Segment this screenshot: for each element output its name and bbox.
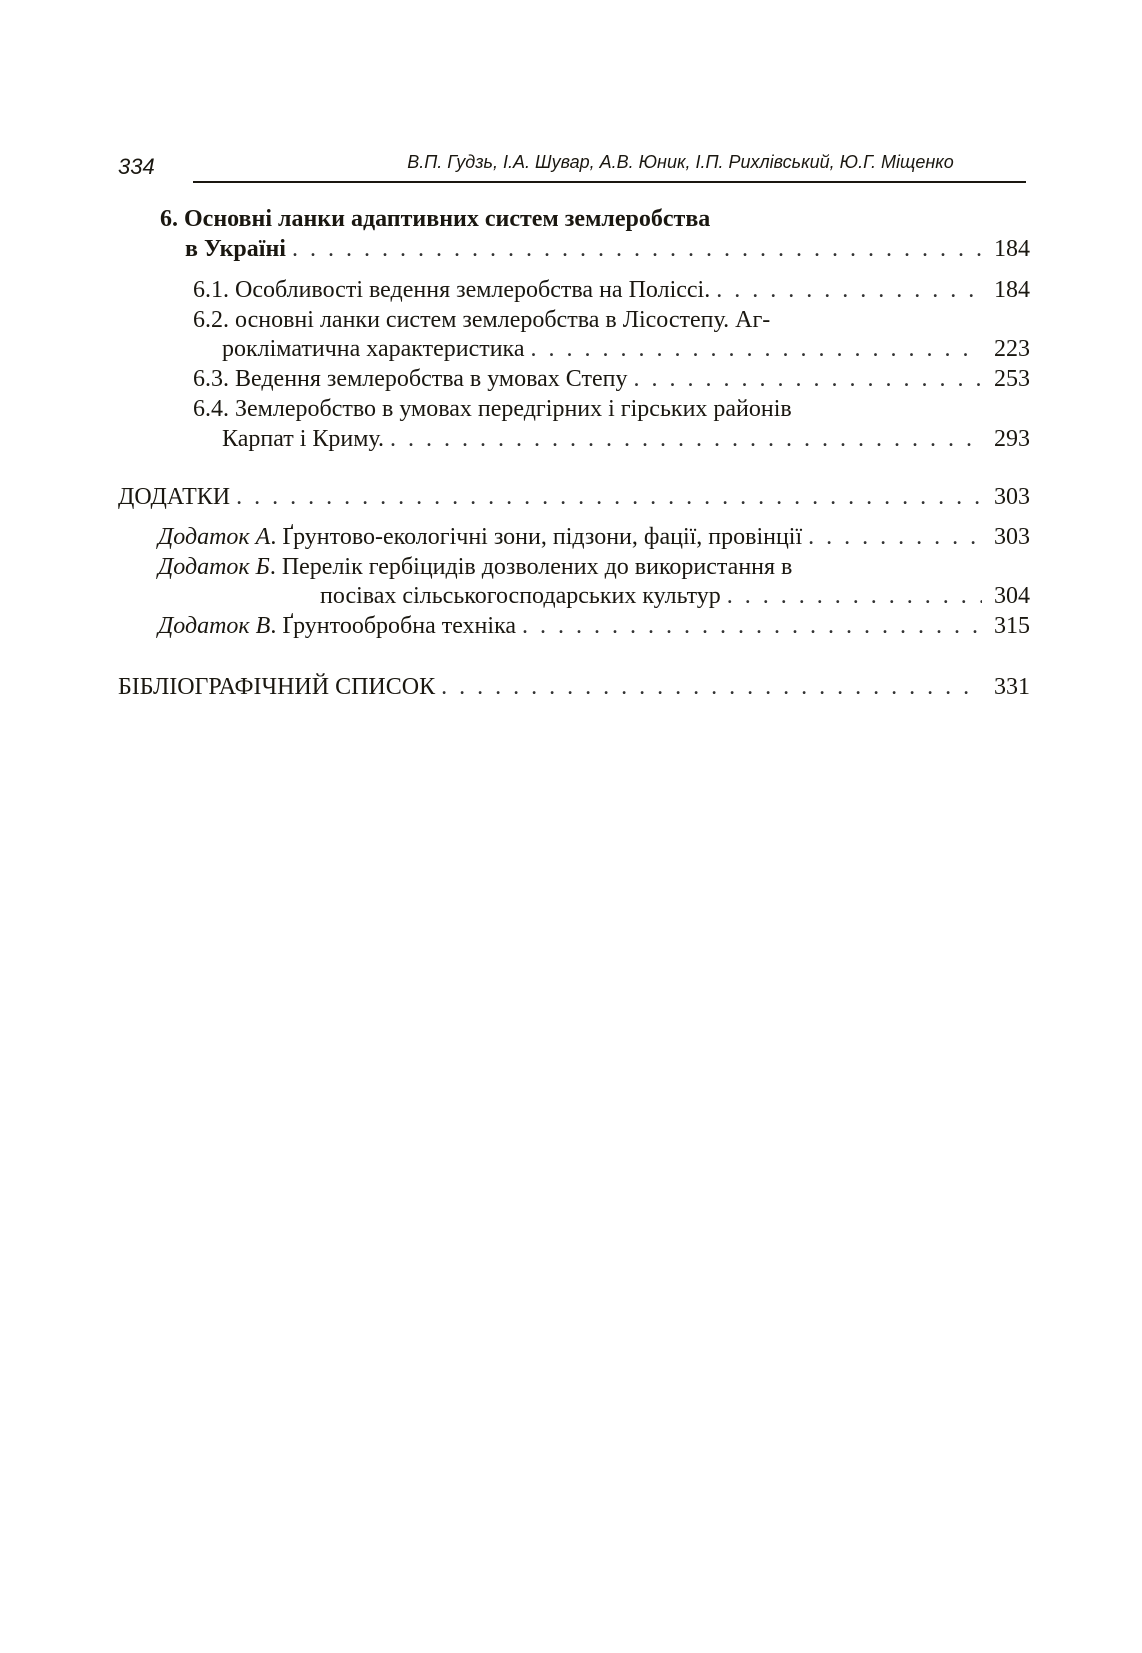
toc-section-6-2[interactable]: 6.2. основні ланки систем землеробства в Лісостепу. Аг- bbox=[193, 307, 771, 333]
leader-dots bbox=[286, 234, 982, 264]
toc-page-number: 184 bbox=[994, 277, 1030, 303]
running-header-authors: В.П. Гудзь, І.А. Шувар, А.В. Юник, І.П. Рихлівський, Ю.Г. Міщенко bbox=[407, 152, 954, 172]
leader-dots bbox=[230, 482, 982, 512]
toc-page-number: 331 bbox=[994, 674, 1030, 700]
toc-chapter-6-title-cont[interactable]: в Україні . . . 184 bbox=[185, 234, 1030, 264]
toc-page-number: 303 bbox=[994, 484, 1030, 510]
toc-section-6-1[interactable]: 6.1. Особливості ведення землеробства на Поліссі. . . . 184 bbox=[193, 275, 1030, 305]
running-header bbox=[118, 148, 1028, 188]
toc-section-6-3[interactable]: 6.3. Ведення землеробства в умовах Степу . . . 253 bbox=[193, 364, 1030, 394]
header-rule bbox=[193, 181, 1026, 183]
toc-section-6-2-cont[interactable]: рокліматична характеристика . . . 223 bbox=[222, 334, 1030, 364]
toc-appendix-a[interactable]: Додаток А. Ґрунтово-екологічні зони, підзони, фації, провінції . . . 303 bbox=[158, 522, 1030, 552]
leader-dots bbox=[710, 275, 982, 305]
toc-page-number: 223 bbox=[994, 336, 1030, 362]
toc-section-6-4-cont[interactable]: Карпат і Криму. . . . 293 bbox=[222, 424, 1030, 454]
toc-page-number: 253 bbox=[994, 366, 1030, 392]
leader-dots bbox=[435, 672, 982, 702]
toc-bibliography[interactable]: БІБЛІОГРАФІЧНИЙ СПИСОК . . . 331 bbox=[118, 672, 1030, 702]
toc-page-number: 315 bbox=[994, 613, 1030, 639]
toc-appendix-b-cont[interactable]: посівах сільськогосподарських культур . . . 304 bbox=[320, 581, 1030, 611]
leader-dots bbox=[627, 364, 982, 394]
toc-chapter-6-title[interactable]: 6. Основні ланки адаптивних систем землеробства bbox=[160, 206, 711, 232]
toc-appendix-b[interactable]: Додаток Б. Перелік гербіцидів дозволених до використання в bbox=[158, 554, 793, 580]
toc-page-number: 184 bbox=[994, 236, 1030, 262]
page-number: 334 bbox=[118, 154, 155, 179]
toc-page-number: 303 bbox=[994, 524, 1030, 550]
toc-page-number: 293 bbox=[994, 426, 1030, 452]
leader-dots bbox=[721, 581, 982, 611]
toc-section-6-4[interactable]: 6.4. Землеробство в умовах передгірних і гірських районів bbox=[193, 396, 792, 422]
leader-dots bbox=[802, 522, 982, 552]
toc-page-number: 304 bbox=[994, 583, 1030, 609]
leader-dots bbox=[384, 424, 982, 454]
toc-appendix-v[interactable]: Додаток В. Ґрунтообробна техніка . . . 315 bbox=[158, 611, 1030, 641]
leader-dots bbox=[516, 611, 982, 641]
leader-dots bbox=[525, 334, 982, 364]
toc-appendices[interactable]: ДОДАТКИ . . . 303 bbox=[118, 482, 1030, 512]
